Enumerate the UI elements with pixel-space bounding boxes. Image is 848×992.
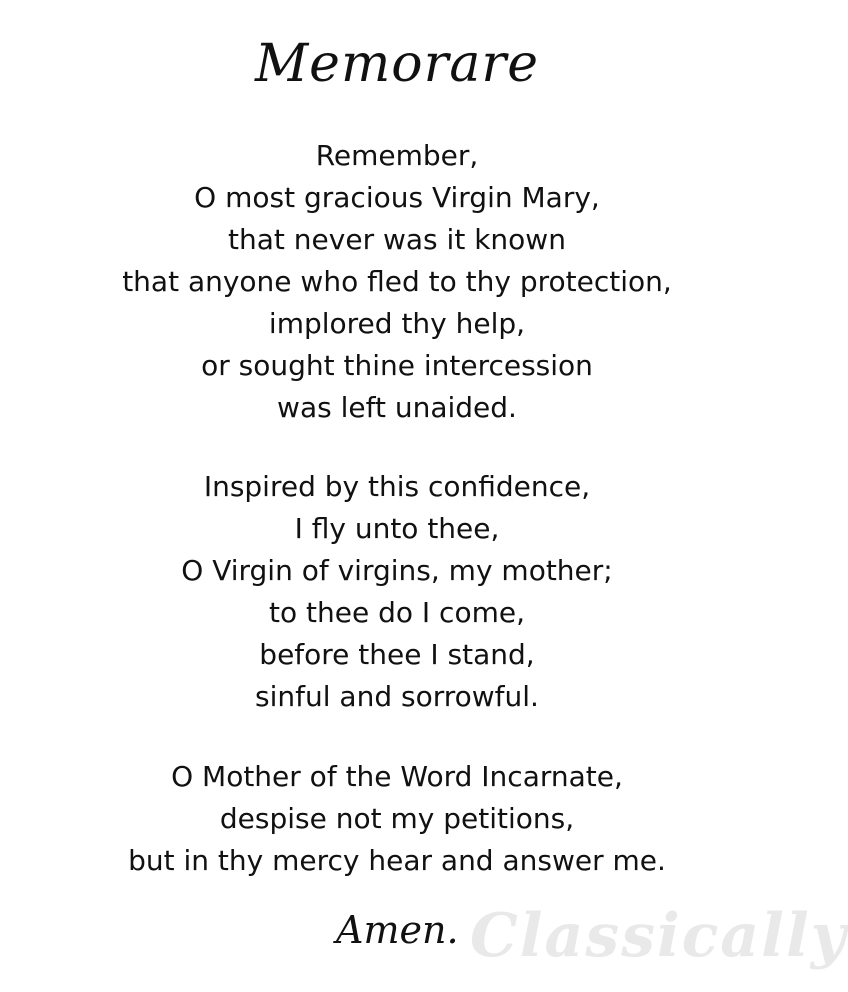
stanza-3	[0, 756, 794, 882]
watermark-text: Classically	[470, 901, 848, 971]
stanza-1	[0, 135, 794, 429]
verse-line: or sought thine intercession	[201, 349, 593, 382]
verse-line: was left unaided.	[277, 391, 517, 424]
verse-line: O Mother of the Word Incarnate,	[171, 760, 623, 793]
stanza-2	[0, 466, 794, 718]
verse-line: despise not my petitions,	[219, 802, 575, 835]
verse-line: sinful and sorrowful.	[255, 680, 539, 713]
verse-line: but in thy mercy hear and answer me.	[128, 844, 666, 877]
verse-line: Inspired by this confidence,	[203, 470, 591, 503]
verse-line: that anyone who fled to thy protection,	[122, 265, 672, 298]
verse-line: that never was it known	[228, 223, 566, 256]
closing-amen: Amen.	[336, 908, 459, 952]
verse-line: to thee do I come,	[269, 596, 525, 629]
verse-line: O Virgin of virgins, my mother;	[181, 554, 613, 587]
page-title: Memorare	[254, 34, 540, 94]
verse-line: I fly unto thee,	[294, 512, 500, 545]
verse-line: Remember,	[315, 139, 479, 172]
verse-line: implored thy help,	[268, 307, 526, 340]
verse-line: before thee I stand,	[259, 638, 535, 671]
verse-line: O most gracious Virgin Mary,	[194, 181, 600, 214]
